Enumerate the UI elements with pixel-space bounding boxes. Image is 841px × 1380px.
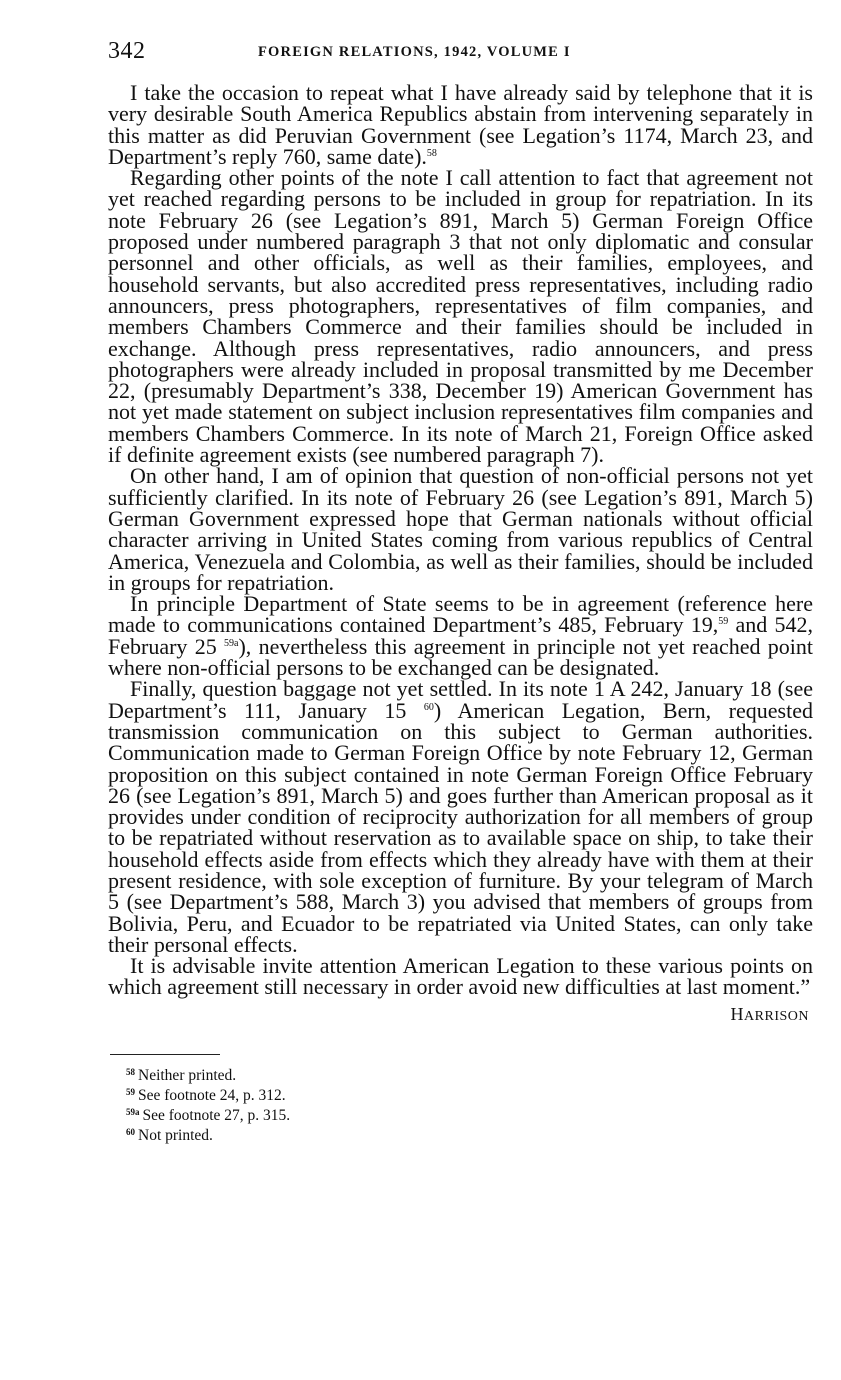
running-title: FOREIGN RELATIONS, 1942, VOLUME I [258,44,571,60]
body-paragraph [108,165,813,468]
paragraph-text: I take the occasion to repeat what I have already said by telephone that it is very desirable South America Republics abstain from intervening separately in this matter as did Peruvian Government (see Legation’s 1174, March 23, and Department’s reply 760, same date). [108,80,813,169]
paragraph-text: It is advisable invite attention American Legation to these various points on which agreement still necessary in order avoid new difficulties at last moment.” [108,953,813,1000]
telegram-body [108,82,813,998]
paragraph-text: and 542, February 25 [108,612,813,659]
paragraph-text: Finally, question baggage not yet settled. In its note 1 A 242, January 18 (see Department’s 111, January 15 [108,676,813,723]
running-head [108,38,813,72]
page-number: 342 [108,38,146,64]
footnote-reference: 58 [426,147,437,159]
document-page [108,38,813,1144]
footnote-text: Not printed. [138,1126,213,1144]
paragraph-text: In principle Department of State seems to be in agreement (reference here made to communications contained Department’s 485, February 19, [108,591,813,638]
body-paragraph [108,955,813,998]
paragraph-text: ) American Legation, Bern, requested transmission communication on this subject to German authorities. Communication made to German Foreign Office by note February 12, German proposition on this subject contained in note German Foreign Office February 26 (see Legation’s 891, March 5) and goes further than American proposal as it provides under condition of reciprocity authorization for all members of group to be repatriated without reservation as to available space on ship, to take their household effects aside from effects which they already have with them at their present residence, with sole exception of furniture. By your telegram of March 5 (see Department’s 588, March 3) you advised that members of groups from Bolivia, Peru, and Ecuador to be repatriated via United States, can only take their personal effects. [108,697,813,957]
footnote-reference: 59 [718,616,729,628]
body-paragraph [108,678,813,955]
paragraph-text: On other hand, I am of opinion that question of non-official persons not yet sufficiently clarified. In its note of February 26 (see Legation’s 891, March 5) German Government expressed hope that German nationals without official character arriving in United States coming from various republics of Central America, Venezuela and Colombia, as well as their families, should be included in groups for repatriation. [108,463,813,595]
body-paragraph [108,465,813,593]
body-paragraph [108,82,813,167]
body-paragraph [108,591,813,681]
paragraph-text: Regarding other points of the note I call attention to fact that agreement not yet reached regarding persons to be included in group for repatriation. In its note February 26 (see Legation’s 891, March 5) German Foreign Office proposed under numbered paragraph 3 that not only diplomatic and consular personnel and other officials, as well as their families, employees, and household servants, but also accredited press representatives, including radio announcers, press photographers, representatives of film companies, and members Chambers Commerce and their families should be included in exchange. Although press representatives, radio announcers, and press photographers were already included in proposal transmitted by me December 22, (presumably Department’s 338, December 19) American Government has not yet made statement on subject inclusion representatives film companies and members Chambers Commerce. In its note of March 21, Foreign Office asked if definite agreement exists (see numbered paragraph 7). [108,165,813,468]
footnote-reference: 59a [224,637,239,649]
signature-rest: ARRISON [744,1008,809,1024]
footnote [126,1084,813,1104]
footnote-mark: 60 [126,1126,135,1137]
signature-initial: H [730,1003,745,1024]
footnote-reference: 60 [423,701,434,713]
paragraph-text: ), nevertheless this agreement in principle not yet reached point where non-official persons to be exchanged can be designated. [108,633,813,681]
footnote [126,1104,813,1124]
footnote-text: See footnote 27, p. 315. [142,1106,291,1124]
footnote-mark: 58 [126,1066,135,1077]
footnote-text: Neither printed. [138,1066,237,1084]
footnote-text: See footnote 24, p. 312. [138,1086,286,1104]
footnotes [126,1064,813,1144]
footnote [126,1124,813,1144]
footnote-mark: 59a [126,1106,140,1117]
footnote-mark: 59 [126,1086,135,1097]
footnote-rule [110,1054,220,1055]
footnote [126,1064,813,1084]
signature [108,1004,809,1025]
